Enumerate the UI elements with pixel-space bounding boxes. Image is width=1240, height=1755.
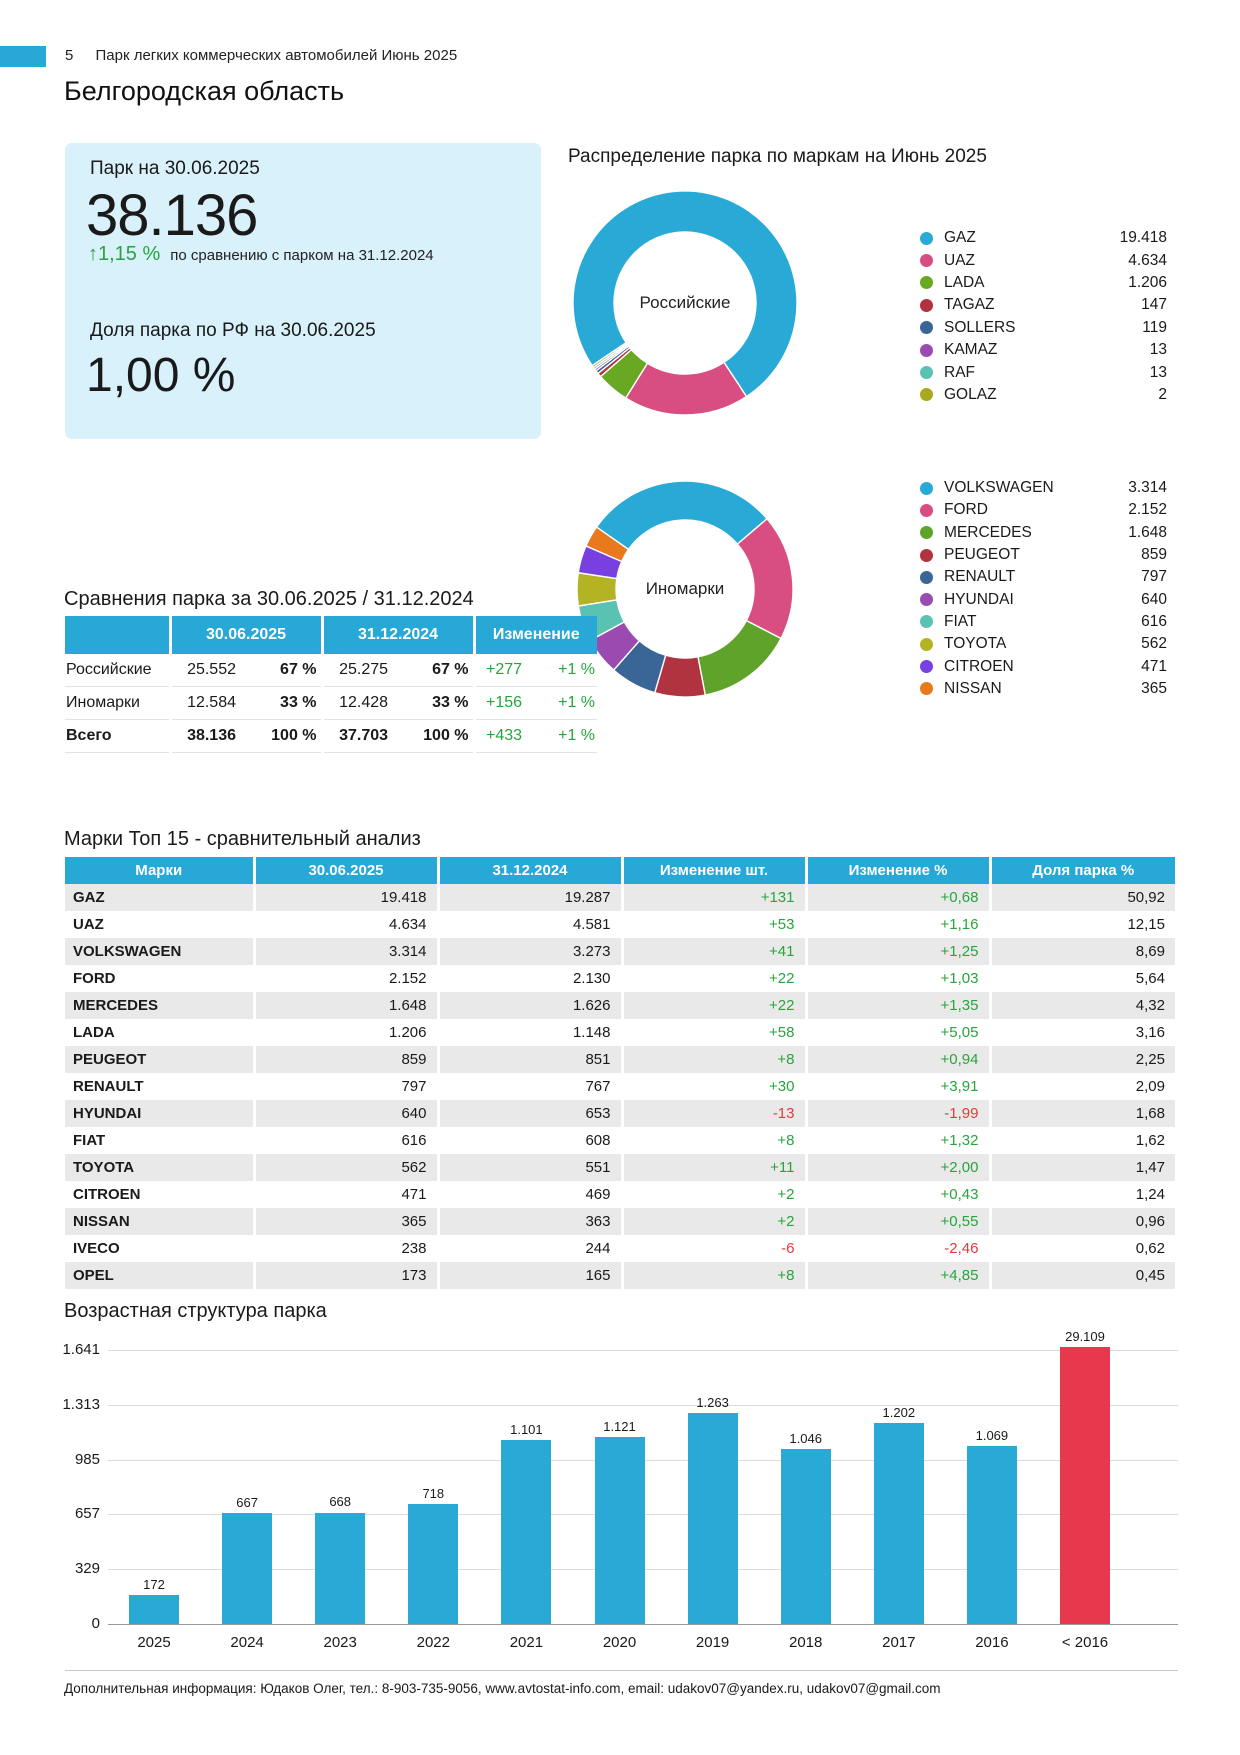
top15-cell: +2 xyxy=(622,1208,806,1235)
top15-cell: +8 xyxy=(622,1262,806,1289)
legend-value: 13 xyxy=(1149,363,1167,381)
report-title: Парк легких коммерческих автомобилей Июнь 2025 xyxy=(95,47,458,64)
legend-label: NISSAN xyxy=(944,679,1002,697)
top15-cell: +11 xyxy=(622,1154,806,1181)
y-axis-tick-label: 1.313 xyxy=(62,1395,100,1413)
gridline xyxy=(108,1405,1178,1406)
top15-cell: 640 xyxy=(254,1100,438,1127)
donut-chart-russian xyxy=(565,183,805,423)
top15-row-lada xyxy=(65,1019,1175,1046)
legend-label: GAZ xyxy=(944,229,976,247)
top15-row-hyundai xyxy=(65,1100,1175,1127)
top15-cell: 12,15 xyxy=(990,911,1175,938)
legend-dot-uaz xyxy=(920,254,933,267)
legend-item-citroen xyxy=(920,655,1167,677)
gridline xyxy=(108,1624,1178,1625)
legend-item-tagaz xyxy=(920,294,1167,316)
legend-dot-fiat xyxy=(920,615,933,628)
comparison-cell: Иномарки xyxy=(65,687,170,720)
x-axis-category-label: 2016 xyxy=(975,1634,1009,1651)
legend-item-peugeot xyxy=(920,544,1167,566)
legend-dot-nissan xyxy=(920,682,933,695)
legend-item-volkswagen xyxy=(920,477,1167,499)
bar-value-label: 1.069 xyxy=(975,1427,1009,1443)
top15-cell: +8 xyxy=(622,1046,806,1073)
top15-cell: +0,94 xyxy=(806,1046,990,1073)
x-axis-category-label: < 2016 xyxy=(1061,1634,1109,1651)
bar-value-label: 718 xyxy=(422,1486,445,1502)
comparison-row-иномарки xyxy=(65,687,597,720)
top15-cell: HYUNDAI xyxy=(65,1100,254,1127)
top15-cell: 616 xyxy=(254,1127,438,1154)
top15-cell: 1.148 xyxy=(438,1019,622,1046)
x-axis-category-label: 2021 xyxy=(509,1634,544,1651)
top15-cell: -13 xyxy=(622,1100,806,1127)
comparison-cell: +1 % xyxy=(534,654,597,687)
top15-cell: IVECO xyxy=(73,1240,120,1257)
top15-cell: +30 xyxy=(622,1073,806,1100)
top15-header: Изменение шт. xyxy=(622,857,806,884)
legend-label: KAMAZ xyxy=(944,341,998,359)
top15-cell: +2,00 xyxy=(806,1154,990,1181)
top15-cell: 1.206 xyxy=(254,1019,438,1046)
legend-value: 147 xyxy=(1141,296,1167,314)
comparison-cell: 100 % xyxy=(252,720,322,753)
top15-cell: 19.418 xyxy=(254,884,438,911)
legend-label: MERCEDES xyxy=(944,523,1032,541)
distribution-title: Распределение парка по маркам на Июнь 2025 xyxy=(568,146,987,167)
cmp-header-date2: 31.12.2024 xyxy=(322,616,474,654)
top15-row-volkswagen xyxy=(65,938,1175,965)
legend-value: 13 xyxy=(1149,341,1167,359)
legend-item-golaz xyxy=(920,384,1167,406)
bar-2021 xyxy=(501,1440,551,1624)
legend-dot-hyundai xyxy=(920,593,933,606)
top15-row-toyota xyxy=(65,1154,1175,1181)
top15-header: 30.06.2025 xyxy=(254,857,438,884)
bar-2022 xyxy=(408,1504,458,1624)
x-axis-category-label: 2017 xyxy=(882,1634,916,1651)
bar-value-label: 1.263 xyxy=(696,1395,729,1411)
bar-value-label: 29.109 xyxy=(1065,1329,1105,1344)
legend-value: 471 xyxy=(1141,657,1167,675)
comparison-cell: Всего xyxy=(65,720,170,753)
legend-item-fiat xyxy=(920,611,1167,633)
footer-divider xyxy=(65,1670,1178,1671)
top15-header: Изменение % xyxy=(806,857,990,884)
top15-cell: +3,91 xyxy=(806,1073,990,1100)
comparison-cell: 25.275 xyxy=(322,654,404,687)
cmp-header-change: Изменение xyxy=(474,616,597,654)
top15-cell: 3,16 xyxy=(990,1019,1175,1046)
share-label: Доля парка по РФ на 30.06.2025 xyxy=(90,320,376,341)
donut-foreign-center-label: Иномарки xyxy=(645,579,725,598)
top15-cell: +2 xyxy=(622,1181,806,1208)
top15-cell: FORD xyxy=(73,970,116,987)
top15-cell: 608 xyxy=(438,1127,622,1154)
top15-row-mercedes xyxy=(65,992,1175,1019)
top15-cell: PEUGEOT xyxy=(65,1046,254,1073)
bar-2023 xyxy=(315,1513,365,1625)
page-header xyxy=(65,47,457,64)
top15-cell: -2,46 xyxy=(806,1235,990,1262)
top15-cell: 5,64 xyxy=(990,965,1175,992)
top15-cell: UAZ xyxy=(73,916,104,933)
legend-label: PEUGEOT xyxy=(944,546,1020,564)
bar-value-label: 1.046 xyxy=(789,1431,822,1447)
legend-value: 2.152 xyxy=(1128,501,1167,519)
y-axis-tick-label: 985 xyxy=(74,1450,100,1468)
top15-cell: 851 xyxy=(438,1046,622,1073)
legend-value: 1.206 xyxy=(1128,273,1167,291)
legend-item-gaz xyxy=(920,227,1167,249)
top15-cell: 1,24 xyxy=(990,1181,1175,1208)
legend-dot-volkswagen xyxy=(920,482,933,495)
share-value: 1,00 % xyxy=(86,349,236,402)
legend-item-renault xyxy=(920,566,1167,588)
bar-value-label: 1.202 xyxy=(882,1405,916,1421)
top15-cell: +58 xyxy=(622,1019,806,1046)
top15-cell: +22 xyxy=(622,965,806,992)
legend-dot-mercedes xyxy=(920,526,933,539)
top15-row-uaz xyxy=(65,911,1175,938)
bar-2019 xyxy=(688,1413,738,1624)
comparison-cell: 12.584 xyxy=(170,687,252,720)
park-label: Парк на 30.06.2025 xyxy=(90,158,260,179)
x-axis-category-label: 2024 xyxy=(230,1634,264,1651)
top15-cell: 797 xyxy=(254,1073,438,1100)
legend-item-raf xyxy=(920,361,1167,383)
legend-label: TOYOTA xyxy=(944,635,1007,653)
top15-title: Марки Топ 15 - сравнительный анализ xyxy=(64,828,421,850)
top15-cell: 4.581 xyxy=(438,911,622,938)
legend-value: 119 xyxy=(1142,318,1167,336)
bar-value-label: 667 xyxy=(236,1494,258,1510)
top15-cell: CITROEN xyxy=(73,1186,141,1203)
legend-value: 19.418 xyxy=(1119,229,1167,247)
legend-label: VOLKSWAGEN xyxy=(944,479,1054,497)
top15-cell: +8 xyxy=(622,1127,806,1154)
top15-cell: 1,62 xyxy=(990,1127,1175,1154)
comparison-cell: 67 % xyxy=(252,654,322,687)
legend-label: SOLLERS xyxy=(944,318,1016,336)
donut-russian-center-label: Российские xyxy=(639,293,731,312)
top15-cell: 19.287 xyxy=(438,884,622,911)
legend-value: 859 xyxy=(1141,546,1167,564)
top15-cell: 1.648 xyxy=(254,992,438,1019)
legend-item-sollers xyxy=(920,317,1167,339)
top15-cell: +1,03 xyxy=(806,965,990,992)
legend-label: RENAULT xyxy=(944,568,1016,586)
region-title: Белгородская область xyxy=(64,76,345,106)
legend-item-mercedes xyxy=(920,522,1167,544)
top15-cell: +1,32 xyxy=(806,1127,990,1154)
legend-dot-ford xyxy=(920,504,933,517)
top15-row-opel xyxy=(65,1262,1175,1289)
cmp-header-blank xyxy=(65,616,170,654)
comparison-title: Сравнения парка за 30.06.2025 / 31.12.2024 xyxy=(64,588,474,610)
top15-cell: 238 xyxy=(254,1235,438,1262)
comparison-cell: 12.428 xyxy=(322,687,404,720)
top15-cell: RENAULT xyxy=(73,1078,144,1095)
legend-dot-lada xyxy=(920,276,933,289)
delta-value: 1,15 % xyxy=(98,243,161,265)
top15-row-peugeot xyxy=(65,1046,1175,1073)
legend-item-lada xyxy=(920,272,1167,294)
top15-cell: 3.273 xyxy=(438,938,622,965)
comparison-cell: 100 % xyxy=(404,720,474,753)
x-axis-category-label: 2020 xyxy=(602,1634,637,1651)
top15-cell: +1,25 xyxy=(806,938,990,965)
legend-label: LADA xyxy=(944,273,985,291)
top15-cell: FIAT xyxy=(73,1132,106,1149)
comparison-cell: +433 xyxy=(474,720,534,753)
comparison-cell: Российские xyxy=(65,654,170,687)
top15-cell: LADA xyxy=(73,1024,115,1041)
comparison-cell: 67 % xyxy=(404,654,474,687)
top15-cell: GAZ xyxy=(65,884,254,911)
top15-header: 31.12.2024 xyxy=(438,857,622,884)
legend-label: GOLAZ xyxy=(944,385,997,403)
top15-cell: 50,92 xyxy=(990,884,1175,911)
footer-contact-info: Дополнительная информация: Юдаков Олег, тел.: 8-903-735-9056, www.avtostat-info.com, email: udakov07@yandex.ru, udakov07@gmail.com xyxy=(64,1681,941,1696)
x-axis-category-label: 2019 xyxy=(695,1634,730,1651)
top15-cell: MERCEDES xyxy=(65,992,254,1019)
x-axis-category-label: 2022 xyxy=(416,1634,450,1651)
legend-value: 365 xyxy=(1141,679,1167,697)
top15-cell: 551 xyxy=(438,1154,622,1181)
top15-cell: 2,25 xyxy=(990,1046,1175,1073)
y-axis-tick-label: 1.641 xyxy=(62,1341,100,1358)
top15-row-nissan xyxy=(65,1208,1175,1235)
page-accent-bar xyxy=(0,46,46,67)
y-axis-tick-label: 657 xyxy=(74,1505,100,1523)
legend-value: 640 xyxy=(1141,590,1167,608)
legend-value: 1.648 xyxy=(1128,523,1167,541)
comparison-row-российские xyxy=(65,654,597,687)
top15-cell: +41 xyxy=(622,938,806,965)
age-structure-title: Возрастная структура парка xyxy=(64,1300,327,1322)
top15-cell: 0,96 xyxy=(990,1208,1175,1235)
top15-cell: +0,43 xyxy=(806,1181,990,1208)
x-axis-category-label: 2018 xyxy=(789,1634,823,1651)
legend-label: HYUNDAI xyxy=(944,590,1014,608)
top15-header: Доля парка % xyxy=(990,857,1175,884)
top15-cell: -1,99 xyxy=(806,1100,990,1127)
legend-dot-kamaz xyxy=(920,344,933,357)
x-axis-category-label: 2023 xyxy=(323,1634,357,1651)
top15-row-renault xyxy=(65,1073,1175,1100)
legend-dot-gaz xyxy=(920,232,933,245)
legend-dot-peugeot xyxy=(920,549,933,562)
top15-row-iveco xyxy=(65,1235,1175,1262)
legend-dot-toyota xyxy=(920,638,933,651)
park-value: 38.136 xyxy=(86,183,258,248)
top15-row-ford xyxy=(65,965,1175,992)
legend-value: 2 xyxy=(1158,385,1167,403)
top15-cell: 859 xyxy=(254,1046,438,1073)
top15-cell: +131 xyxy=(622,884,806,911)
bar-2016 xyxy=(967,1446,1017,1625)
top15-cell: +1,16 xyxy=(806,911,990,938)
top15-cell: +4,85 xyxy=(806,1262,990,1289)
top15-cell: +22 xyxy=(622,992,806,1019)
top15-cell: 1,47 xyxy=(990,1154,1175,1181)
comparison-cell: 33 % xyxy=(404,687,474,720)
comparison-cell: 25.552 xyxy=(170,654,252,687)
bar-value-label: 1.121 xyxy=(603,1418,636,1434)
delta-note: по сравнению с парком на 31.12.2024 xyxy=(170,247,434,264)
x-axis-category-label: 2025 xyxy=(137,1634,171,1651)
top15-cell: NISSAN xyxy=(65,1208,254,1235)
top15-cell: 653 xyxy=(438,1100,622,1127)
bar-2018 xyxy=(781,1449,831,1624)
comparison-cell: +1 % xyxy=(534,720,597,753)
bar-2017 xyxy=(874,1423,924,1624)
top15-cell: VOLKSWAGEN xyxy=(65,938,254,965)
top15-cell: 363 xyxy=(438,1208,622,1235)
comparison-cell: 33 % xyxy=(252,687,322,720)
top15-cell: 2,09 xyxy=(990,1073,1175,1100)
legend-item-kamaz xyxy=(920,339,1167,361)
page-number: 5 xyxy=(65,47,74,64)
top15-cell: +0,68 xyxy=(806,884,990,911)
legend-dot-raf xyxy=(920,366,933,379)
top15-cell: 244 xyxy=(438,1235,622,1262)
top15-row-gaz xyxy=(65,884,1175,911)
legend-item-nissan xyxy=(920,678,1167,700)
cmp-header-date1: 30.06.2025 xyxy=(170,616,322,654)
comparison-cell: 38.136 xyxy=(170,720,252,753)
legend-value: 616 xyxy=(1141,612,1167,630)
top15-cell: +53 xyxy=(622,911,806,938)
legend-dot-golaz xyxy=(920,388,933,401)
top15-cell: +1,35 xyxy=(806,992,990,1019)
legend-item-hyundai xyxy=(920,588,1167,610)
legend-value: 3.314 xyxy=(1128,479,1167,497)
top15-cell: 1.626 xyxy=(438,992,622,1019)
top15-cell: 365 xyxy=(254,1208,438,1235)
bar-2020 xyxy=(595,1437,645,1624)
legend-item-uaz xyxy=(920,249,1167,271)
legend-russian xyxy=(920,227,1167,406)
top15-cell: 2.152 xyxy=(254,965,438,992)
legend-value: 797 xyxy=(1141,568,1167,586)
top15-cell: 4.634 xyxy=(254,911,438,938)
legend-dot-renault xyxy=(920,571,933,584)
comparison-cell: 37.703 xyxy=(322,720,404,753)
bar-value-label: 668 xyxy=(329,1494,352,1510)
top15-cell: 1,68 xyxy=(990,1100,1175,1127)
top15-cell: 0,62 xyxy=(990,1235,1175,1262)
top15-header: Марки xyxy=(65,857,254,884)
top15-cell: 2.130 xyxy=(438,965,622,992)
top15-table xyxy=(65,857,1175,1289)
legend-dot-citroen xyxy=(920,660,933,673)
legend-item-ford xyxy=(920,499,1167,521)
comparison-table xyxy=(65,616,597,753)
top15-cell: +5,05 xyxy=(806,1019,990,1046)
legend-value: 4.634 xyxy=(1128,251,1167,269)
top15-cell: 471 xyxy=(254,1181,438,1208)
top15-cell: 469 xyxy=(438,1181,622,1208)
bar-value-label: 1.101 xyxy=(510,1422,543,1438)
top15-cell: TOYOTA xyxy=(65,1154,254,1181)
legend-label: TAGAZ xyxy=(944,296,995,314)
up-arrow-icon: ↑ xyxy=(88,243,98,265)
top15-cell: 3.314 xyxy=(254,938,438,965)
top15-cell: 767 xyxy=(438,1073,622,1100)
top15-row-fiat xyxy=(65,1127,1175,1154)
legend-label: FORD xyxy=(944,501,988,519)
top15-cell: 562 xyxy=(254,1154,438,1181)
y-axis-tick-label: 329 xyxy=(74,1560,100,1578)
comparison-cell: +277 xyxy=(474,654,534,687)
comparison-cell: +1 % xyxy=(534,687,597,720)
legend-dot-tagaz xyxy=(920,299,933,312)
bar-chart-plot xyxy=(108,1329,1178,1651)
top15-cell: OPEL xyxy=(65,1262,254,1289)
top15-cell: 8,69 xyxy=(990,938,1175,965)
top15-cell: 4,32 xyxy=(990,992,1175,1019)
legend-label: FIAT xyxy=(944,612,977,630)
bar-2025 xyxy=(129,1595,179,1624)
comparison-cell: +156 xyxy=(474,687,534,720)
top15-cell: 165 xyxy=(438,1262,622,1289)
legend-value: 562 xyxy=(1141,635,1167,653)
legend-label: RAF xyxy=(944,363,975,381)
comparison-row-всего xyxy=(65,720,597,753)
legend-foreign xyxy=(920,477,1167,700)
park-delta xyxy=(88,243,434,266)
top15-cell: 0,45 xyxy=(990,1262,1175,1289)
legend-item-toyota xyxy=(920,633,1167,655)
gridline xyxy=(108,1350,1178,1351)
y-axis-tick-label: 0 xyxy=(91,1615,100,1632)
donut-chart-foreign xyxy=(569,473,801,705)
bar-2024 xyxy=(222,1513,272,1624)
top15-row-citroen xyxy=(65,1181,1175,1208)
bar-value-label: 172 xyxy=(143,1577,165,1593)
legend-label: UAZ xyxy=(944,251,975,269)
bar-2016 xyxy=(1060,1347,1110,1624)
legend-dot-sollers xyxy=(920,321,933,334)
legend-label: CITROEN xyxy=(944,657,1014,675)
top15-cell: 173 xyxy=(254,1262,438,1289)
top15-cell: -6 xyxy=(622,1235,806,1262)
top15-cell: +0,55 xyxy=(806,1208,990,1235)
